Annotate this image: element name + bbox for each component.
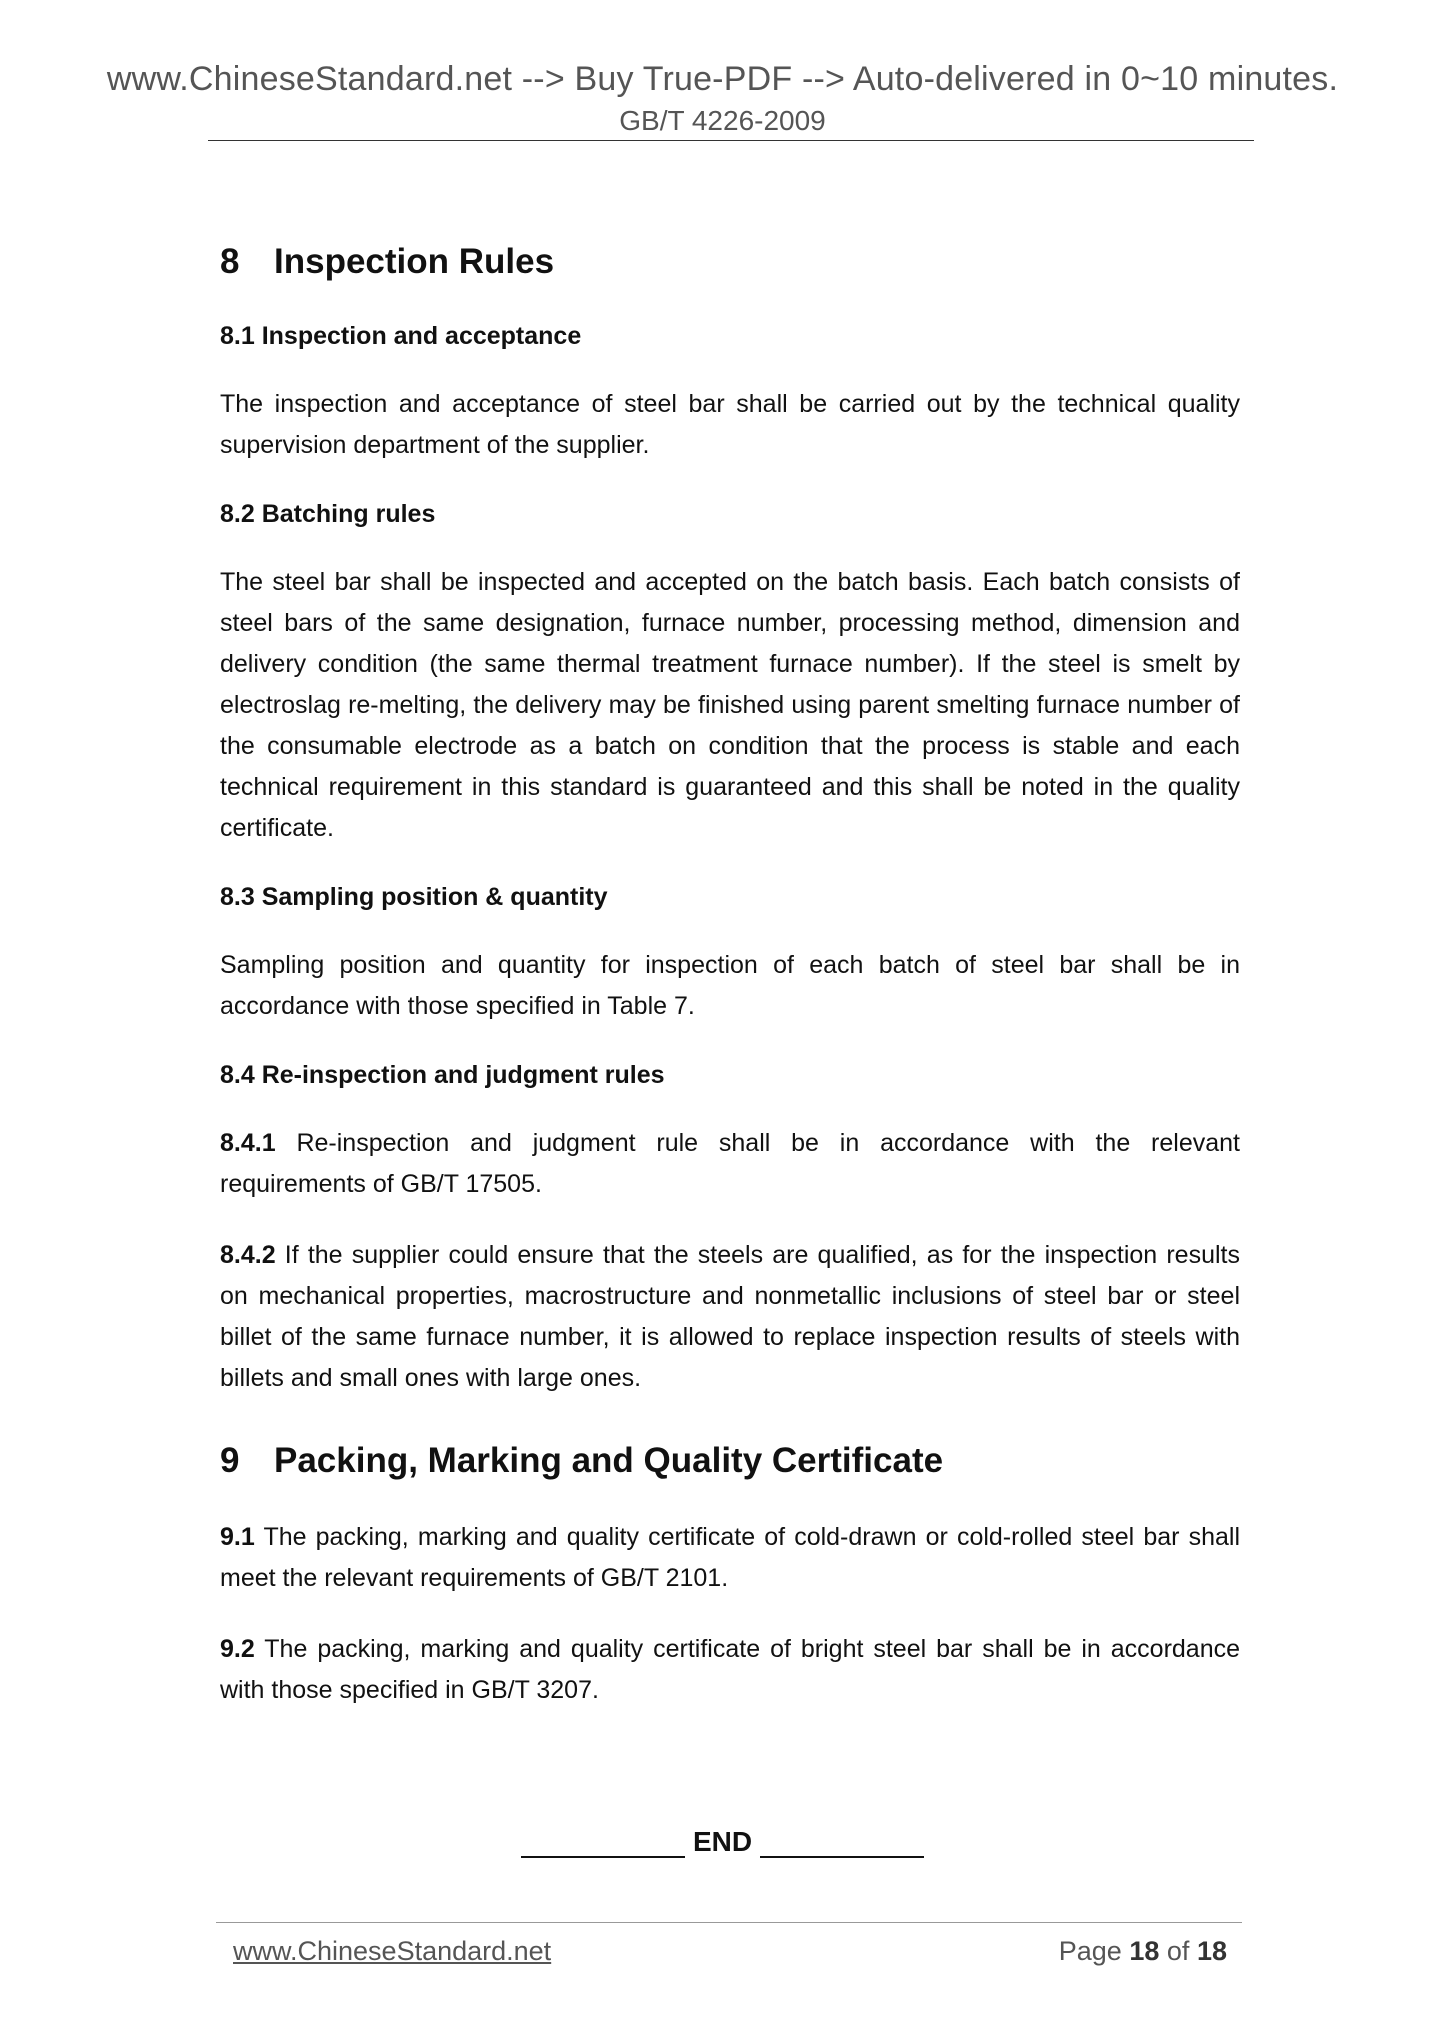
clause-8-2-text: The steel bar shall be inspected and accepted on the batch basis. Each batch consists of steel bars of the same designation, furnace number, processing method, dimension and delivery condition (the same thermal treatment furnace number). If the steel is smelt by electroslag re-melting, the delivery may be finished using parent smelting furnace number of the consumable electrode as a batch on condition that the process is stable and each technical requirement in this standard is guaranteed and this shall be noted in the quality certificate. <box>220 568 1240 842</box>
clause-8-4-2-body: If the supplier could ensure that the steels are qualified, as for the inspection results on mechanical properties, macrostructure and nonmetallic inclusions of steel bar or steel billet of the same furnace number, it is allowed to replace inspection results of steels with billets and small ones with large ones. <box>220 1241 1240 1392</box>
clause-9-2-body: The packing, marking and quality certificate of bright steel bar shall be in accordance with those specified in GB/T 3207. <box>220 1635 1241 1704</box>
clause-8-4-2-text <box>220 1235 1240 1399</box>
clause-9-1-number: 9.1 <box>220 1523 255 1551</box>
clause-8-4-1-number: 8.4.1 <box>220 1129 276 1157</box>
section-8-number: 8 <box>220 242 240 281</box>
footer-site-link[interactable]: www.ChineseStandard.net <box>233 1936 552 1966</box>
clause-8-1-heading: 8.1 Inspection and acceptance <box>220 322 582 350</box>
page-number <box>1059 1936 1227 1967</box>
clause-8-4-2-number: 8.4.2 <box>220 1241 276 1269</box>
of-word: of <box>1166 1936 1190 1966</box>
clause-8-4-1-body: Re-inspection and judgment rule shall be in accordance with the relevant requirements of GB/T 17505. <box>220 1129 1240 1198</box>
clause-8-2-heading: 8.2 Batching rules <box>220 500 436 528</box>
header-standard-code: GB/T 4226-2009 <box>619 105 826 136</box>
clause-8-1-text: The inspection and acceptance of steel bar shall be carried out by the technical quality supervision department of the supplier. <box>220 390 1240 459</box>
end-right-rule <box>760 1826 924 1858</box>
header-divider <box>208 140 1254 141</box>
clause-9-2-text <box>220 1629 1240 1711</box>
clause-8-4-heading: 8.4 Re-inspection and judgment rules <box>220 1061 665 1089</box>
end-label: END <box>692 1826 753 1857</box>
document-body <box>220 232 1240 1711</box>
section-9-heading <box>220 1431 1240 1491</box>
clause-9-2-number: 9.2 <box>220 1635 255 1663</box>
clause-8-3-text: Sampling position and quantity for inspection of each batch of steel bar shall be in accordance with those specified in Table 7. <box>220 951 1240 1020</box>
clause-9-1-text <box>220 1517 1240 1599</box>
section-8-title: Inspection Rules <box>274 242 555 281</box>
end-left-rule <box>521 1826 685 1858</box>
page-current: 18 <box>1129 1936 1160 1966</box>
section-9-number: 9 <box>220 1441 240 1480</box>
end-marker <box>0 1826 1445 1858</box>
page-word: Page <box>1058 1936 1122 1966</box>
clause-8-3-heading: 8.3 Sampling position & quantity <box>220 883 608 911</box>
page-total: 18 <box>1196 1936 1227 1966</box>
page-header <box>0 58 1445 138</box>
clause-8-4-1-text <box>220 1123 1240 1205</box>
section-8-heading <box>220 232 1240 292</box>
clause-9-1-body: The packing, marking and quality certificate of cold-drawn or cold-rolled steel bar shall meet the relevant requirements of GB/T 2101. <box>220 1523 1240 1592</box>
header-banner: www.ChineseStandard.net --> Buy True-PDF --> Auto-delivered in 0~10 minutes. <box>106 60 1339 98</box>
section-9-title: Packing, Marking and Quality Certificate <box>274 1441 944 1480</box>
footer-divider <box>216 1922 1242 1923</box>
